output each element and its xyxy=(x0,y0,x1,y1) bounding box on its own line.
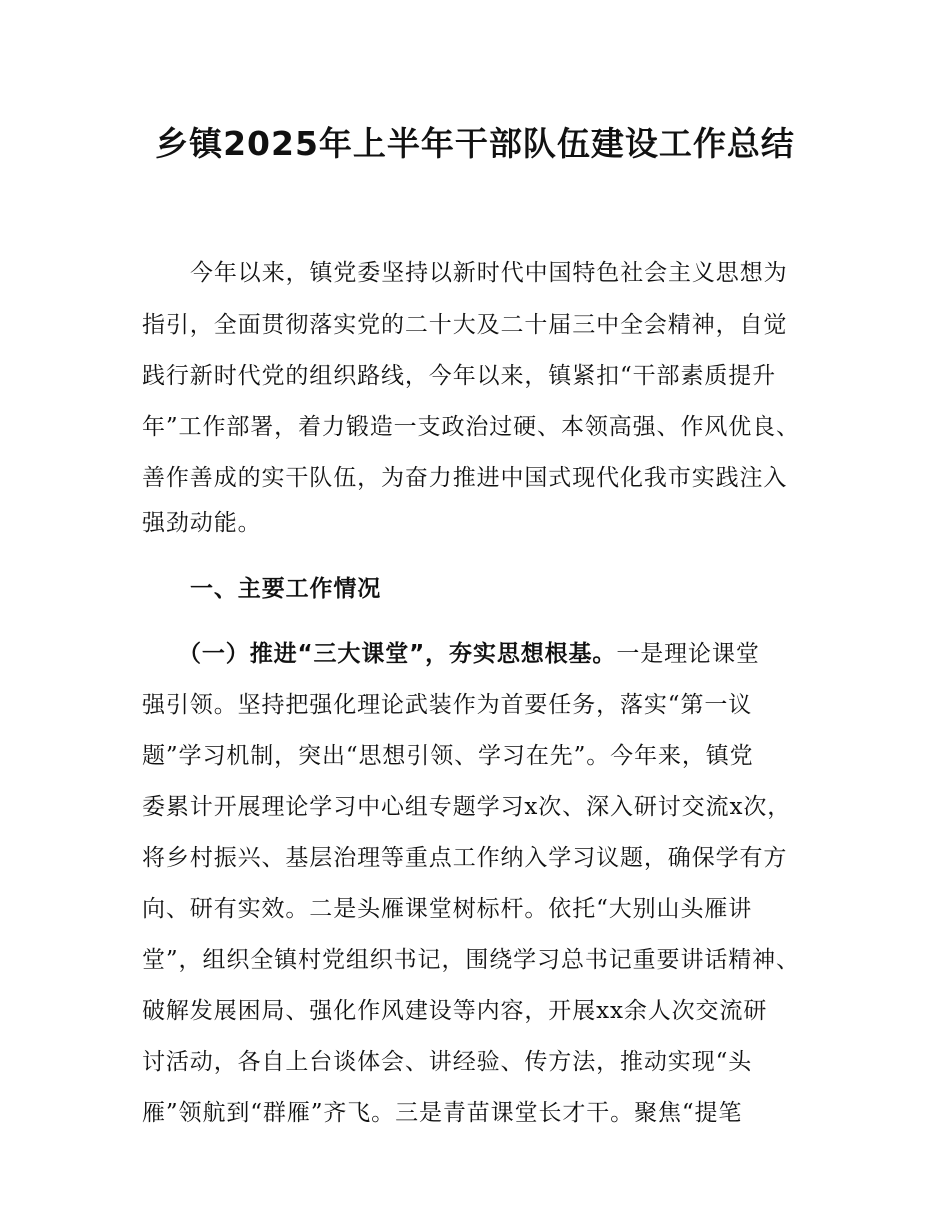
subsection-heading: （一）推进“三大课堂”，夯实思想根基。 xyxy=(178,641,617,667)
paragraph-line: 题”学习机制，突出“思想引领、学习在先”。今年来，镇党 xyxy=(142,743,754,769)
section-heading: 一、主要工作情况 xyxy=(190,576,382,602)
paragraph-line: 将乡村振兴、基层治理等重点工作纳入学习议题，确保学有方 xyxy=(142,845,788,871)
paragraph-line: 年”工作部署，着力锻造一支政治过硬、本领高强、作风优良、 xyxy=(142,414,800,440)
paragraph-line: 善作善成的实干队伍，为奋力推进中国式现代化我市实践注入 xyxy=(142,465,788,491)
paragraph-line: 委累计开展理论学习中心组专题学习x次、深入研讨交流x次， xyxy=(142,794,792,820)
paragraph-line: 向、研有实效。二是头雁课堂树标杆。依托“大别山头雁讲 xyxy=(142,896,753,922)
paragraph-line: 讨活动，各自上台谈体会、讲经验、传方法，推动实现“头 xyxy=(142,1049,753,1075)
paragraph-line: 破解发展困局、强化作风建设等内容，开展xx余人次交流研 xyxy=(142,998,768,1024)
paragraph-line: 践行新时代党的组织路线，今年以来，镇紧扣“干部素质提升 xyxy=(142,363,777,389)
document-title: 乡镇2025年上半年干部队伍建设工作总结 xyxy=(155,124,795,163)
paragraph-line: 雁”领航到“群雁”齐飞。三是青苗课堂长才干。聚焦“提笔 xyxy=(142,1100,743,1126)
paragraph-line: 强引领。坚持把强化理论武装作为首要任务，落实“第一议 xyxy=(142,692,753,718)
paragraph-line: 堂”，组织全镇村党组织书记，围绕学习总书记重要讲话精神、 xyxy=(142,947,800,973)
paragraph-line: 指引，全面贯彻落实党的二十大及二十届三中全会精神，自觉 xyxy=(142,312,788,338)
paragraph-line: 今年以来，镇党委坚持以新时代中国特色社会主义思想为 xyxy=(190,260,788,286)
subsection-first-line xyxy=(178,639,858,669)
subsection-line-rest: 一是理论课堂 xyxy=(616,641,760,667)
paragraph-line: 强劲动能。 xyxy=(142,510,262,536)
